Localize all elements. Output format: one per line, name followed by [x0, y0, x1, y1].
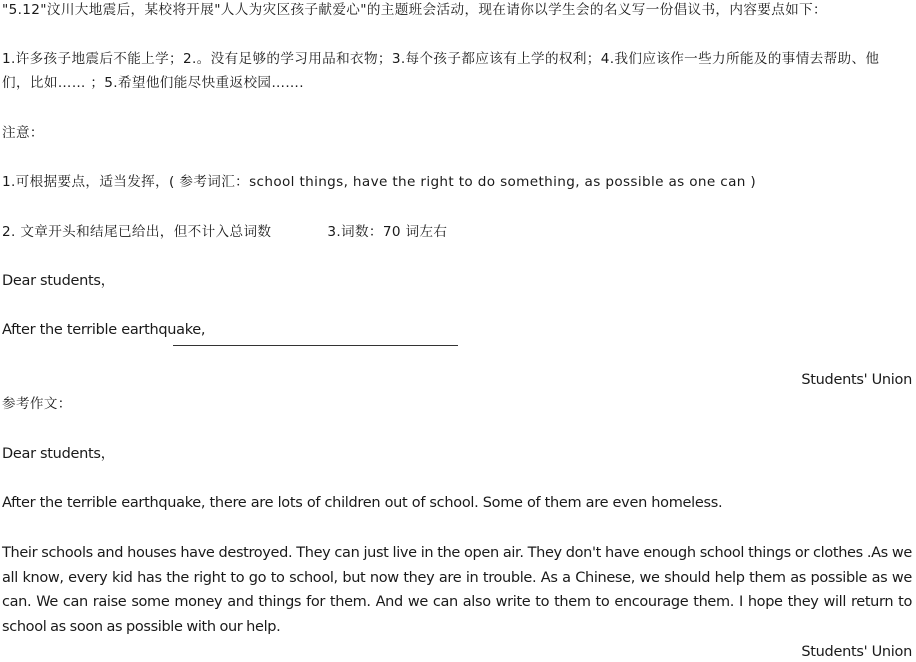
template-opening: After the terrible earthquake, — [2, 322, 206, 338]
template-signature: Students' Union — [801, 372, 912, 388]
note-2 — [2, 222, 447, 242]
sample-signature: Students' Union — [801, 644, 912, 660]
prompt-points-line2: 们，比如…… ；5.希望他们能尽快重返校园……. — [2, 75, 304, 91]
sample-heading: 参考作文： — [2, 396, 72, 412]
sample-paragraph-2: Their schools and houses have destroyed. They can just live in the open air. They don't have enough school things or clothes .As we all know, every kid has the right to go to school, but now they are in trouble. As a Chinese, we should help them as possible as we can. We can raise some money and things for them. And we can also write to them to encourage them. I hope they will return to school as soon as possible with our help. — [2, 545, 912, 636]
prompt-points-line1: 1.许多孩子地震后不能上学；2.。没有足够的学习用品和衣物；3.每个孩子都应该有上学的权利；4.我们应该作一些力所能及的事情去帮助、他 — [2, 51, 880, 67]
sample-greeting: Dear students， — [2, 446, 115, 462]
template-greeting: Dear students， — [2, 273, 115, 289]
note-2-text: 2. 文章开头和结尾已给出，但不计入总词数 — [2, 224, 272, 240]
sample-paragraph-1: After the terrible earthquake, there are lots of children out of school. Some of them are even homeless. — [2, 495, 723, 511]
note-1: 1.可根据要点，适当发挥，( 参考词汇：school things, have the right to do something, as possible as one can ) — [2, 174, 757, 190]
notes-title: 注意： — [2, 125, 44, 141]
writing-blank-line — [173, 345, 458, 346]
note-3-text: 3.词数：70 词左右 — [327, 224, 448, 240]
prompt-intro: "5.12"汶川大地震后，某校将开展"人人为灾区孩子献爱心"的主题班会活动，现在请你以学生会的名义写一份倡议书，内容要点如下： — [2, 2, 827, 18]
